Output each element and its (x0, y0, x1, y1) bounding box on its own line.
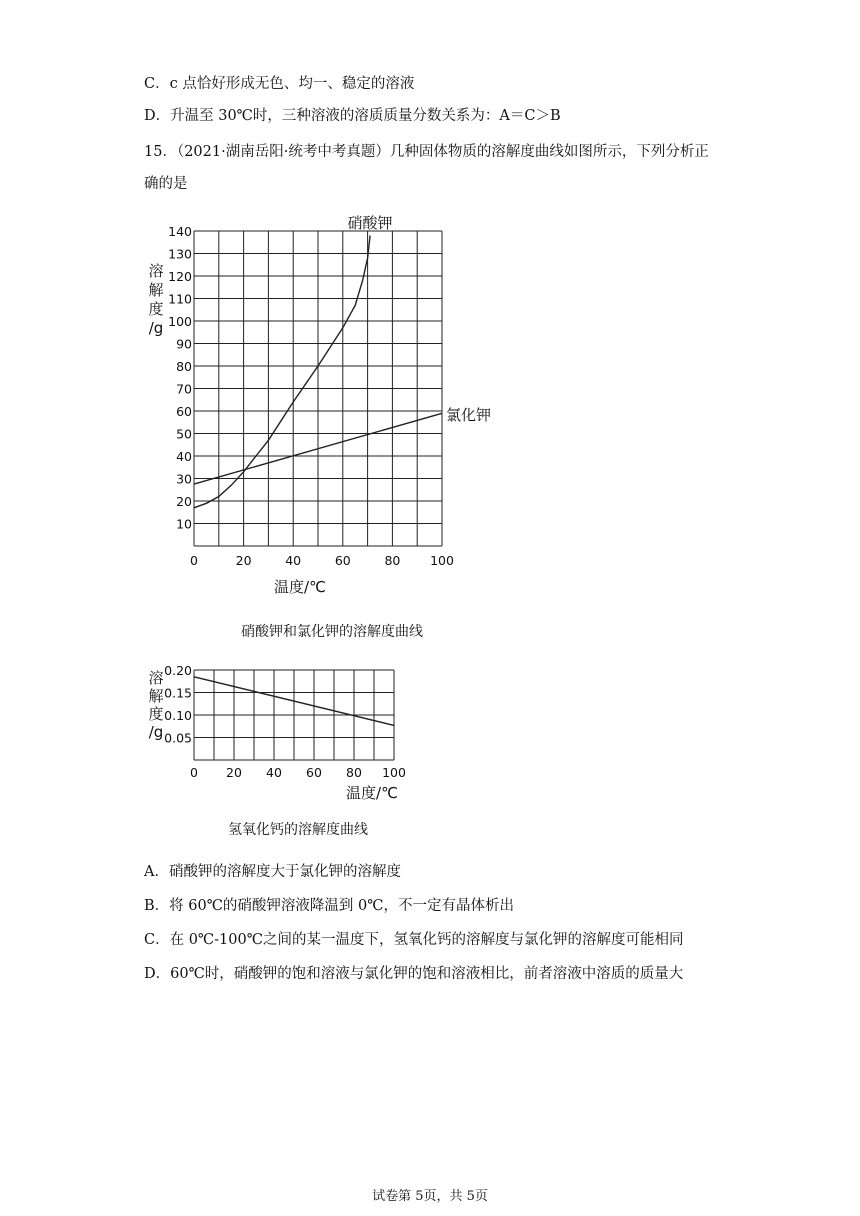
y-tick-label: 90 (176, 336, 192, 352)
answer-option-d: D．60℃时，硝酸钾的饱和溶液与氯化钾的饱和溶液相比，前者溶液中溶质的质量大 (144, 966, 684, 982)
y-axis-label: /g (148, 319, 164, 337)
x-tick-label: 100 (430, 553, 454, 568)
y-tick-label: 140 (168, 224, 192, 239)
y-tick-label: 40 (176, 449, 192, 464)
x-axis-label: 温度/℃ (346, 784, 398, 802)
option-c-previous: C．c 点恰好形成无色、均一、稳定的溶液 (144, 76, 415, 92)
question-stem-continued: 确的是 (144, 176, 188, 192)
page-footer: 试卷第 5页，共 5页 (372, 1189, 488, 1204)
kno3-kcl-solubility-chart (148, 214, 491, 596)
y-tick-label: 30 (176, 471, 192, 487)
y-tick-label: 110 (168, 291, 192, 307)
y-axis-label: /g (148, 723, 164, 741)
answer-option-c: C．在 0℃-100℃之间的某一温度下，氢氧化钙的溶解度与氯化钾的溶解度可能相同 (144, 932, 684, 948)
answer-option-a: A．硝酸钾的溶解度大于氯化钾的溶解度 (144, 864, 401, 880)
y-axis-label: 度 (148, 705, 164, 723)
y-tick-label: 0.10 (164, 708, 192, 723)
answer-option-b: B．将 60℃的硝酸钾溶液降温到 0℃，不一定有晶体析出 (144, 898, 514, 914)
y-tick-label: 60 (176, 404, 192, 419)
y-tick-label: 0.15 (164, 685, 192, 701)
y-tick-label: 120 (168, 269, 192, 284)
y-tick-label: 50 (176, 426, 192, 442)
x-tick-label: 80 (346, 765, 362, 780)
caoh2-solubility-chart (148, 663, 405, 802)
x-tick-label: 100 (382, 765, 406, 780)
y-axis-label: 解 (148, 281, 164, 299)
x-axis-label: 温度/℃ (274, 578, 326, 596)
y-tick-label: 70 (176, 381, 192, 397)
chart1-title: 硝酸钾和氯化钾的溶解度曲线 (241, 624, 423, 640)
x-tick-label: 80 (384, 553, 401, 568)
question-stem: 15．（2021·湖南岳阳·统考中考真题）几种固体物质的溶解度曲线如图所示，下列分析正 (144, 144, 709, 160)
x-tick-label: 0 (190, 553, 198, 568)
x-tick-label: 20 (235, 553, 252, 568)
y-axis-label: 溶 (148, 669, 164, 687)
x-tick-label: 40 (285, 553, 302, 568)
y-tick-label: 0.20 (164, 663, 192, 678)
y-axis-label: 溶 (148, 262, 164, 280)
option-d-previous: D．升温至 30℃时，三种溶液的溶质质量分数关系为：A＝C＞B (144, 108, 561, 124)
y-tick-label: 100 (168, 314, 192, 329)
x-tick-label: 60 (306, 765, 322, 780)
y-axis-label: 解 (148, 687, 164, 705)
y-tick-label: 20 (176, 494, 192, 509)
x-tick-label: 40 (266, 765, 282, 780)
y-tick-label: 130 (168, 246, 192, 262)
x-tick-label: 0 (190, 765, 198, 780)
series-label: 硝酸钾 (347, 214, 393, 232)
y-tick-label: 80 (176, 359, 192, 374)
x-tick-label: 60 (334, 553, 351, 568)
x-tick-label: 20 (226, 765, 242, 780)
chart2-title: 氢氧化钙的溶解度曲线 (228, 822, 368, 838)
y-tick-label: 10 (176, 516, 192, 532)
y-axis-label: 度 (148, 300, 164, 318)
series-label: 氯化钾 (446, 406, 492, 424)
y-tick-label: 0.05 (164, 730, 192, 746)
